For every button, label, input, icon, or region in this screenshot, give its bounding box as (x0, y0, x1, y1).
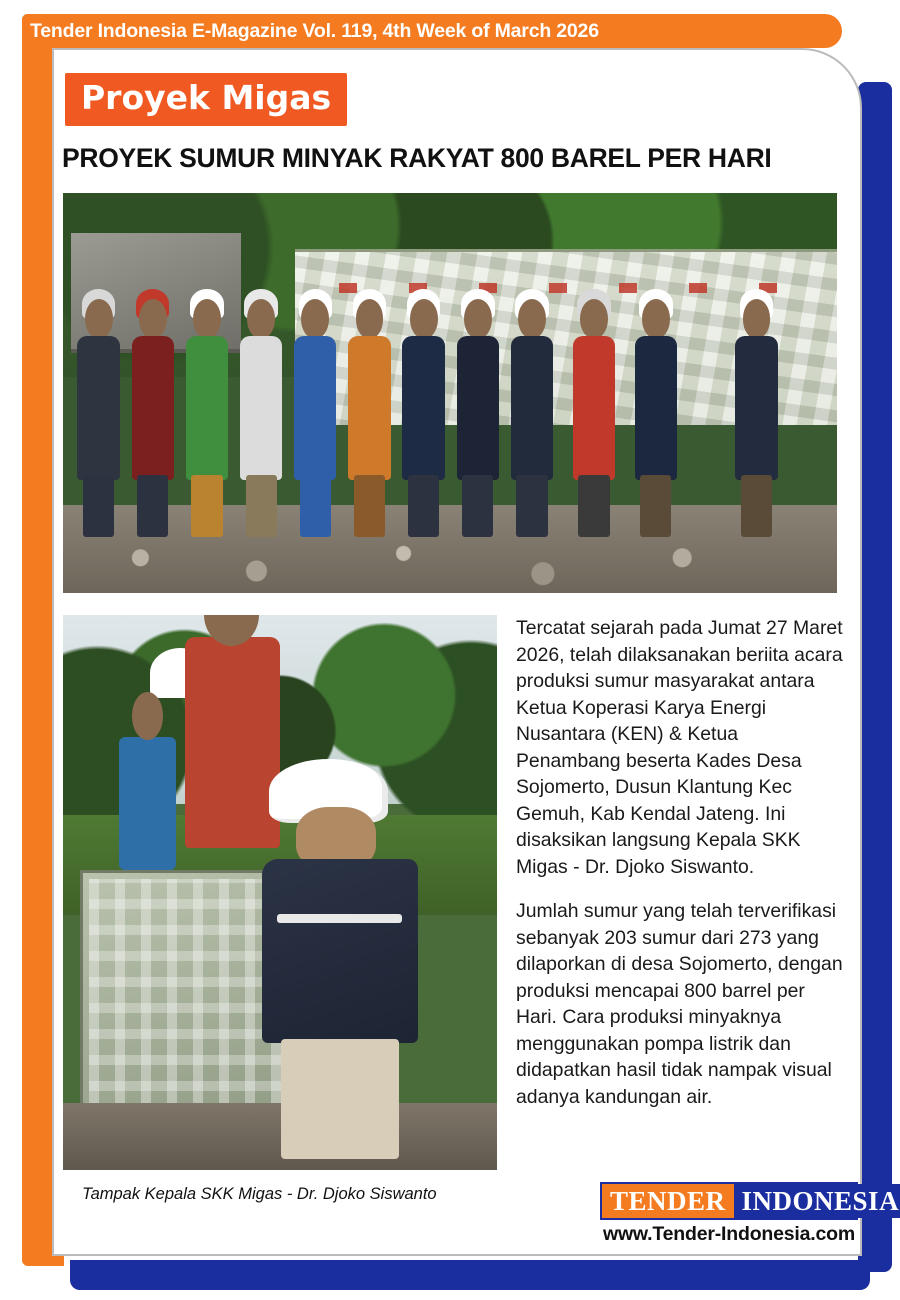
photo-group-ceremony (63, 193, 837, 593)
blue-footer-band (70, 1260, 870, 1290)
blue-side-band (858, 82, 892, 1272)
article-body (516, 615, 846, 1128)
article-paragraph-1: Tercatat sejarah pada Jumat 27 Maret 2026, telah dilaksanakan beriita acara produksi sumur masyarakat antara Ketua Koperasi Karya Energi Nusantara (KEN) & Ketua Penambang beserta Kades Desa Sojomerto, Dusun Klantung Kec Gemuh, Kab Kendal Jateng. Ini disaksikan langsung Kepala SKK Migas - Dr. Djoko Siswanto. (516, 617, 843, 878)
tender-indonesia-logo (600, 1182, 900, 1246)
photo-bystander-blue (119, 737, 175, 870)
photo-people-row (63, 289, 837, 537)
section-tag (65, 73, 347, 126)
article-paragraph-2: Jumlah sumur yang telah terverifikasi sebanyak 203 sumur dari 273 yang dilaporkan di desa Sojomerto, dengan produksi mencapai 800 barrel per Hari. Cara produksi minyaknya menggunakan pompa listrik dan didapatkan hasil tidak nampak visual adanya kandungan air. (516, 900, 843, 1108)
photo-caption: Tampak Kepala SKK Migas - Dr. Djoko Siswanto (82, 1185, 437, 1203)
logo-wordmark (600, 1182, 900, 1220)
photo-official-figure (254, 759, 445, 1159)
logo-indonesia-text: INDONESIA (734, 1184, 900, 1218)
section-tag-label: Proyek Migas (81, 78, 332, 117)
photo-skk-migas-head (63, 615, 497, 1170)
page-title: PROYEK SUMUR MINYAK RAKYAT 800 BAREL PER HARI (62, 143, 772, 173)
logo-website-url[interactable]: www.Tender-Indonesia.com (603, 1223, 855, 1245)
masthead-title: Tender Indonesia E-Magazine Vol. 119, 4th Week of March 2026 (30, 20, 599, 42)
logo-tender-text: TENDER (602, 1184, 734, 1218)
